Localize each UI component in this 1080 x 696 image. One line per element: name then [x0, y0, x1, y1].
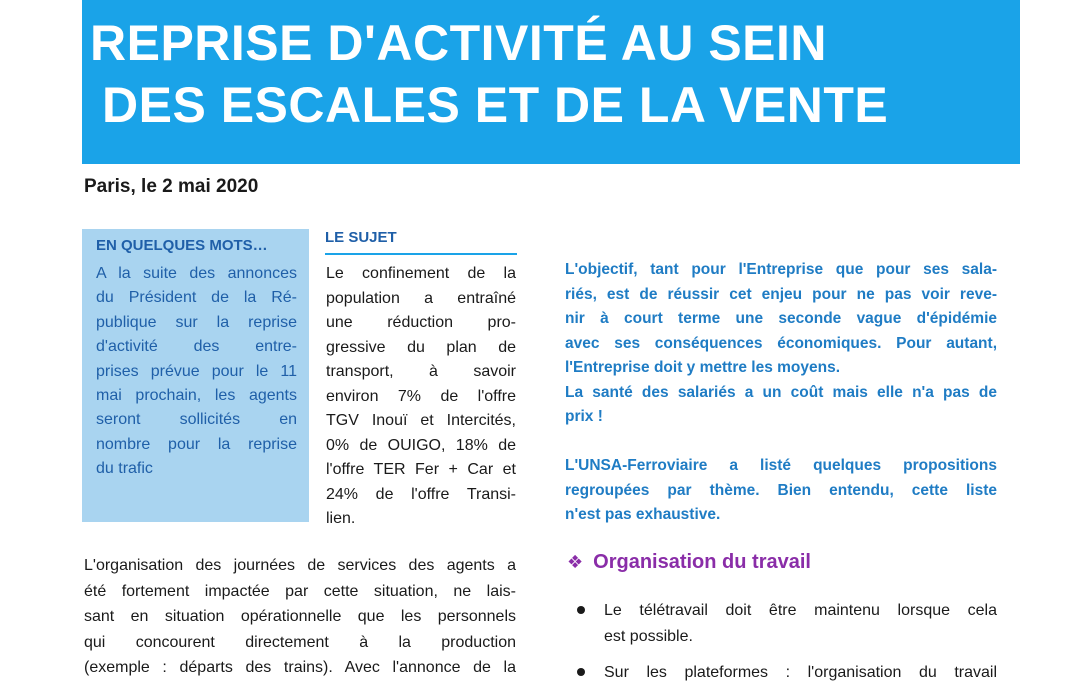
proposals-line: n'est pas exhaustive. [565, 506, 721, 523]
summary-line: d'activité des entre- [96, 338, 297, 356]
body-line: (exemple : départs des trains). Avec l'annonce de la [84, 659, 516, 676]
sujet-line: l'offre TER Fer + Car et [326, 461, 516, 478]
body-line: qui concourent directement à la production [84, 633, 516, 651]
section-title: Organisation du travail [593, 551, 811, 573]
summary-box-title: EN QUELQUES MOTS… [96, 237, 268, 254]
proposals-line: L'UNSA-Ferroviaire a listé quelques propositions [565, 457, 997, 474]
bullet-list [577, 598, 997, 696]
sujet-line: environ 7% de l'offre [326, 387, 516, 405]
objective-line: prix ! [565, 408, 603, 425]
section-heading-organisation [567, 551, 811, 574]
proposals-line: regroupées par thème. Bien entendu, cette liste [565, 481, 997, 499]
sujet-heading: LE SUJET [325, 229, 517, 255]
sujet-line: Le confinement de la [326, 265, 516, 282]
summary-line: nombre pour la reprise [96, 435, 297, 453]
objective-line: L'objectif, tant pour l'Entreprise que pour ses sala- [565, 261, 997, 278]
summary-line: seront sollicités en [96, 411, 297, 429]
diamond-bullet-icon: ❖ [567, 552, 584, 572]
objective-line: riés, est de réussir cet enjeu pour ne pas voir reve- [565, 285, 997, 303]
list-item-line: Le télétravail doit être maintenu lorsque cela [604, 602, 997, 619]
summary-box [82, 229, 309, 522]
objective-line: avec ses conséquences économiques. Pour autant, [565, 334, 997, 352]
body-line: été fortement impactée par cette situation, ne lais- [84, 582, 516, 600]
sujet-line: lien. [326, 510, 356, 527]
bullet-dot-icon [577, 606, 585, 614]
sujet-line: gressive du plan de [326, 338, 516, 356]
sujet-line: TGV Inouï et Intercités, [326, 412, 516, 429]
summary-line: A la suite des annonces [96, 265, 297, 282]
objective-line: l'Entreprise doit y mettre les moyens. [565, 359, 841, 376]
summary-line: du Président de la Ré- [96, 289, 297, 307]
body-line: L'organisation des journées de services des agents a [84, 557, 516, 574]
body-paragraph-left [84, 553, 516, 681]
sujet-line: 0% de OUIGO, 18% de [326, 436, 516, 454]
summary-line: mai prochain, les agents [96, 386, 297, 404]
sujet-line: une réduction pro- [326, 314, 516, 331]
objective-column [565, 258, 997, 528]
sujet-line: 24% de l'offre Transi- [326, 485, 516, 503]
list-item-line: est possible. [604, 628, 693, 645]
list-item-line: Sur les plateformes : l'organisation du travail [604, 664, 997, 681]
summary-line: du trafic [96, 460, 153, 478]
summary-line: prises prévue pour le 11 [96, 362, 297, 380]
body-line: sant en situation opérationnelle que les personnels [84, 608, 516, 625]
list-item [577, 660, 997, 686]
banner-title-line-2: DES ESCALES ET DE LA VENTE [102, 77, 889, 133]
objective-line: La santé des salariés a un coût mais elle n'a pas de [565, 383, 997, 401]
list-item [577, 598, 997, 650]
sujet-line: population a entraîné [326, 289, 516, 307]
objective-line: nir à court terme une seconde vague d'épidémie [565, 310, 997, 327]
summary-line: publique sur la reprise [96, 313, 297, 331]
document-date: Paris, le 2 mai 2020 [84, 176, 259, 197]
title-banner [82, 0, 1020, 164]
sujet-paragraph [326, 262, 516, 532]
sujet-line: transport, à savoir [326, 363, 516, 380]
banner-title-line-1: REPRISE D'ACTIVITÉ AU SEIN [90, 15, 828, 71]
